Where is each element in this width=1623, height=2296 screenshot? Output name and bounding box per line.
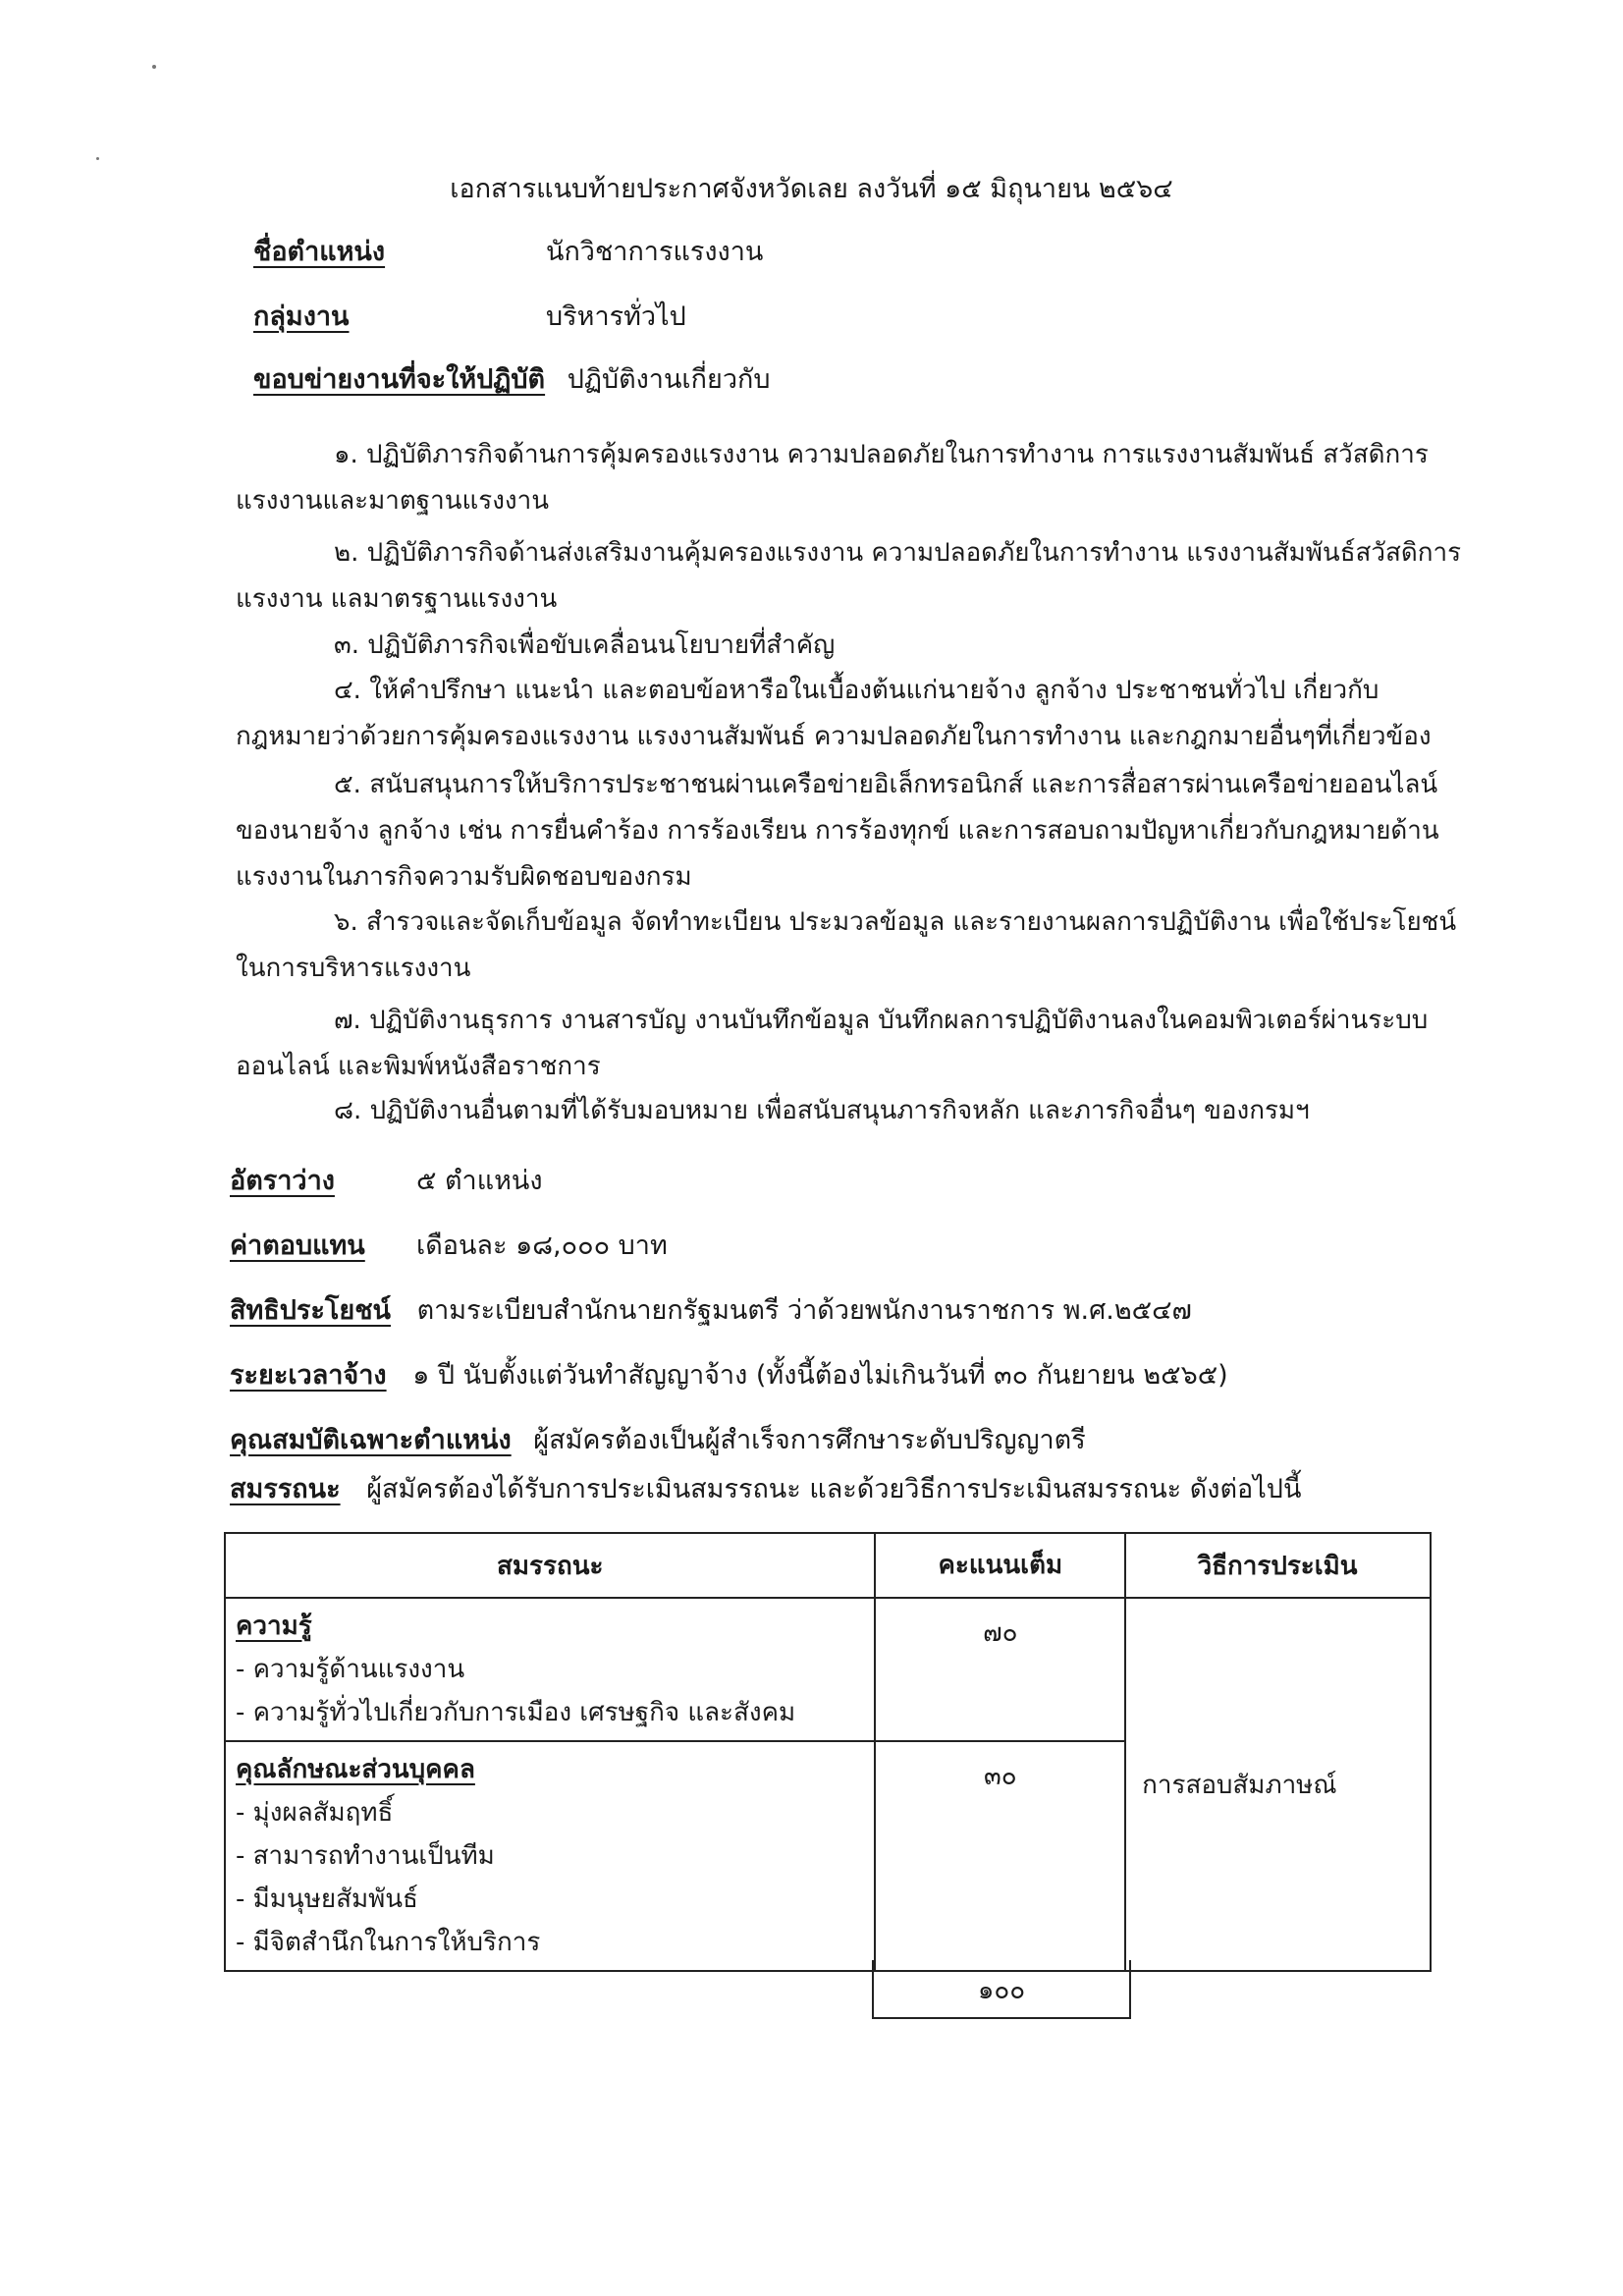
group-row: [253, 295, 686, 337]
document-header: เอกสารแนบท้ายประกาศจังหวัดเลย ลงวันที่ ๑๕ มิถุนายน ๒๕๖๔: [450, 174, 1173, 204]
list-item: - สามารถทำงานเป็นทีม: [236, 1834, 864, 1878]
table-row: [225, 1598, 1431, 1741]
salary-value: เดือนละ ๑๘,๐๐๐ บาท: [416, 1230, 668, 1261]
personal-cell: [225, 1741, 875, 1971]
benefits-label: สิทธิประโยชน์: [230, 1295, 392, 1326]
group-label: กลุ่มงาน: [253, 301, 350, 332]
vacancy-label: อัตราว่าง: [230, 1166, 335, 1196]
list-item: - ความรู้ทั่วไปเกี่ยวกับการเมือง เศรษฐกิจ และสังคม: [236, 1691, 864, 1734]
header-competency: สมรรถนะ: [225, 1533, 875, 1598]
list-item: - มุ่งผลสัมฤทธิ์: [236, 1791, 864, 1834]
benefits-row: [230, 1288, 1192, 1331]
vacancy-value: ๕ ตำแหน่ง: [416, 1166, 543, 1196]
scan-speck: [96, 157, 99, 160]
term-value: ๑ ปี นับตั้งแต่วันทำสัญญาจ้าง (ทั้งนี้ต้องไม่เกินวันที่ ๓๐ กันยายน ๒๕๖๕): [412, 1360, 1228, 1391]
personal-group-title: คุณลักษณะส่วนบุคคล: [236, 1755, 475, 1784]
vacancy-row: [230, 1159, 543, 1201]
list-item: - ความรู้ด้านแรงงาน: [236, 1648, 864, 1691]
method-cell: การสอบสัมภาษณ์: [1125, 1598, 1431, 1971]
position-row: [253, 230, 764, 272]
duty-4: ๔. ให้คำปรึกษา แนะนำ และตอบข้อหารือในเบื้องต้นแก่นายจ้าง ลูกจ้าง ประชาชนทั่วไป เกี่ยวกับกฎหมายว่าด้วยการคุ้มครองแรงงาน แรงงานสัมพันธ์ ความปลอดภัยในการทำงาน และกฎกมายอื่นๆที่เกี่ยวข้อง: [236, 676, 1432, 751]
term-label: ระยะเวลาจ้าง: [230, 1360, 387, 1391]
knowledge-group-title: ความรู้: [236, 1612, 312, 1641]
benefits-value: ตามระเบียบสำนักนายกรัฐมนตรี ว่าด้วยพนักงานราชการ พ.ศ.๒๕๔๗: [416, 1295, 1192, 1326]
scope-value: ปฏิบัติงานเกี่ยวกับ: [567, 364, 771, 395]
header-full-score: คะแนนเต็ม: [875, 1533, 1125, 1598]
group-value: บริหารทั่วไป: [546, 301, 686, 332]
scope-label: ขอบข่ายงานที่จะให้ปฏิบัติ: [253, 364, 546, 395]
position-value: นักวิชาการแรงงาน: [546, 237, 764, 267]
competency-value: ผู้สมัครต้องได้รับการประเมินสมรรถนะ และด้วยวิธีการประเมินสมรรถนะ ดังต่อไปนี้: [366, 1474, 1302, 1504]
scope-row: [253, 357, 770, 400]
qualification-value: ผู้สมัครต้องเป็นผู้สำเร็จการศึกษาระดับปริญญาตรี: [533, 1425, 1086, 1455]
list-item: - มีจิตสำนึกในการให้บริการ: [236, 1921, 864, 1964]
table-header-row: [225, 1533, 1431, 1598]
duty-3: ๓. ปฏิบัติภารกิจเพื่อขับเคลื่อนนโยบายที่สำคัญ: [334, 630, 836, 660]
total-score: ๑๐๐: [872, 1960, 1131, 2019]
competency-table: [224, 1532, 1432, 1972]
competency-row: [230, 1467, 1301, 1509]
position-label: ชื่อตำแหน่ง: [253, 237, 386, 267]
duty-1: ๑. ปฏิบัติภารกิจด้านการคุ้มครองแรงงาน ความปลอดภัยในการทำงาน การแรงงานสัมพันธ์ สวัสดิการแรงงานและมาตฐานแรงงาน: [236, 440, 1429, 516]
knowledge-cell: [225, 1598, 875, 1741]
personal-score: ๓๐: [875, 1741, 1125, 1971]
duty-8: ๘. ปฏิบัติงานอื่นตามที่ได้รับมอบหมาย เพื่อสนับสนุนภารกิจหลัก และภารกิจอื่นๆ ของกรมฯ: [334, 1096, 1310, 1125]
scan-speck: [152, 65, 156, 69]
header-method: วิธีการประเมิน: [1125, 1533, 1431, 1598]
duty-6: ๖. สำรวจและจัดเก็บข้อมูล จัดทำทะเบียน ประมวลข้อมูล และรายงานผลการปฏิบัติงาน เพื่อใช้ประโยชน์ในการบริหารแรงงาน: [236, 907, 1457, 983]
duty-2: ๒. ปฏิบัติภารกิจด้านส่งเสริมงานคุ้มครองแรงงาน ความปลอดภัยในการทำงาน แรงงานสัมพันธ์สวัสดิการแรงงาน แลมาตรฐานแรงงาน: [236, 538, 1462, 614]
qualification-label: คุณสมบัติเฉพาะตำแหน่ง: [230, 1425, 512, 1455]
list-item: - มีมนุษยสัมพันธ์: [236, 1878, 864, 1921]
duty-5: ๕. สนับสนุนการให้บริการประชาชนผ่านเครือข่ายอิเล็กทรอนิกส์ และการสื่อสารผ่านเครือข่ายออนไลน์ของนายจ้าง ลูกจ้าง เช่น การยื่นคำร้อง การร้องเรียน การร้องทุกข์ และการสอบถามปัญหาเกี่ยวกับกฎหมายด้านแรงงานในภารกิจความรับผิดชอบของกรม: [236, 770, 1439, 892]
term-row: [230, 1353, 1228, 1395]
knowledge-score: ๗๐: [875, 1598, 1125, 1741]
competency-label: สมรรถนะ: [230, 1474, 341, 1504]
duty-7: ๗. ปฏิบัติงานธุรการ งานสารบัญ งานบันทึกข้อมูล บันทึกผลการปฏิบัติงานลงในคอมพิวเตอร์ผ่านระบบออนไลน์ และพิมพ์หนังสือราชการ: [236, 1006, 1429, 1081]
salary-label: ค่าตอบแทน: [230, 1230, 365, 1261]
salary-row: [230, 1224, 668, 1266]
qualification-row: [230, 1418, 1086, 1460]
